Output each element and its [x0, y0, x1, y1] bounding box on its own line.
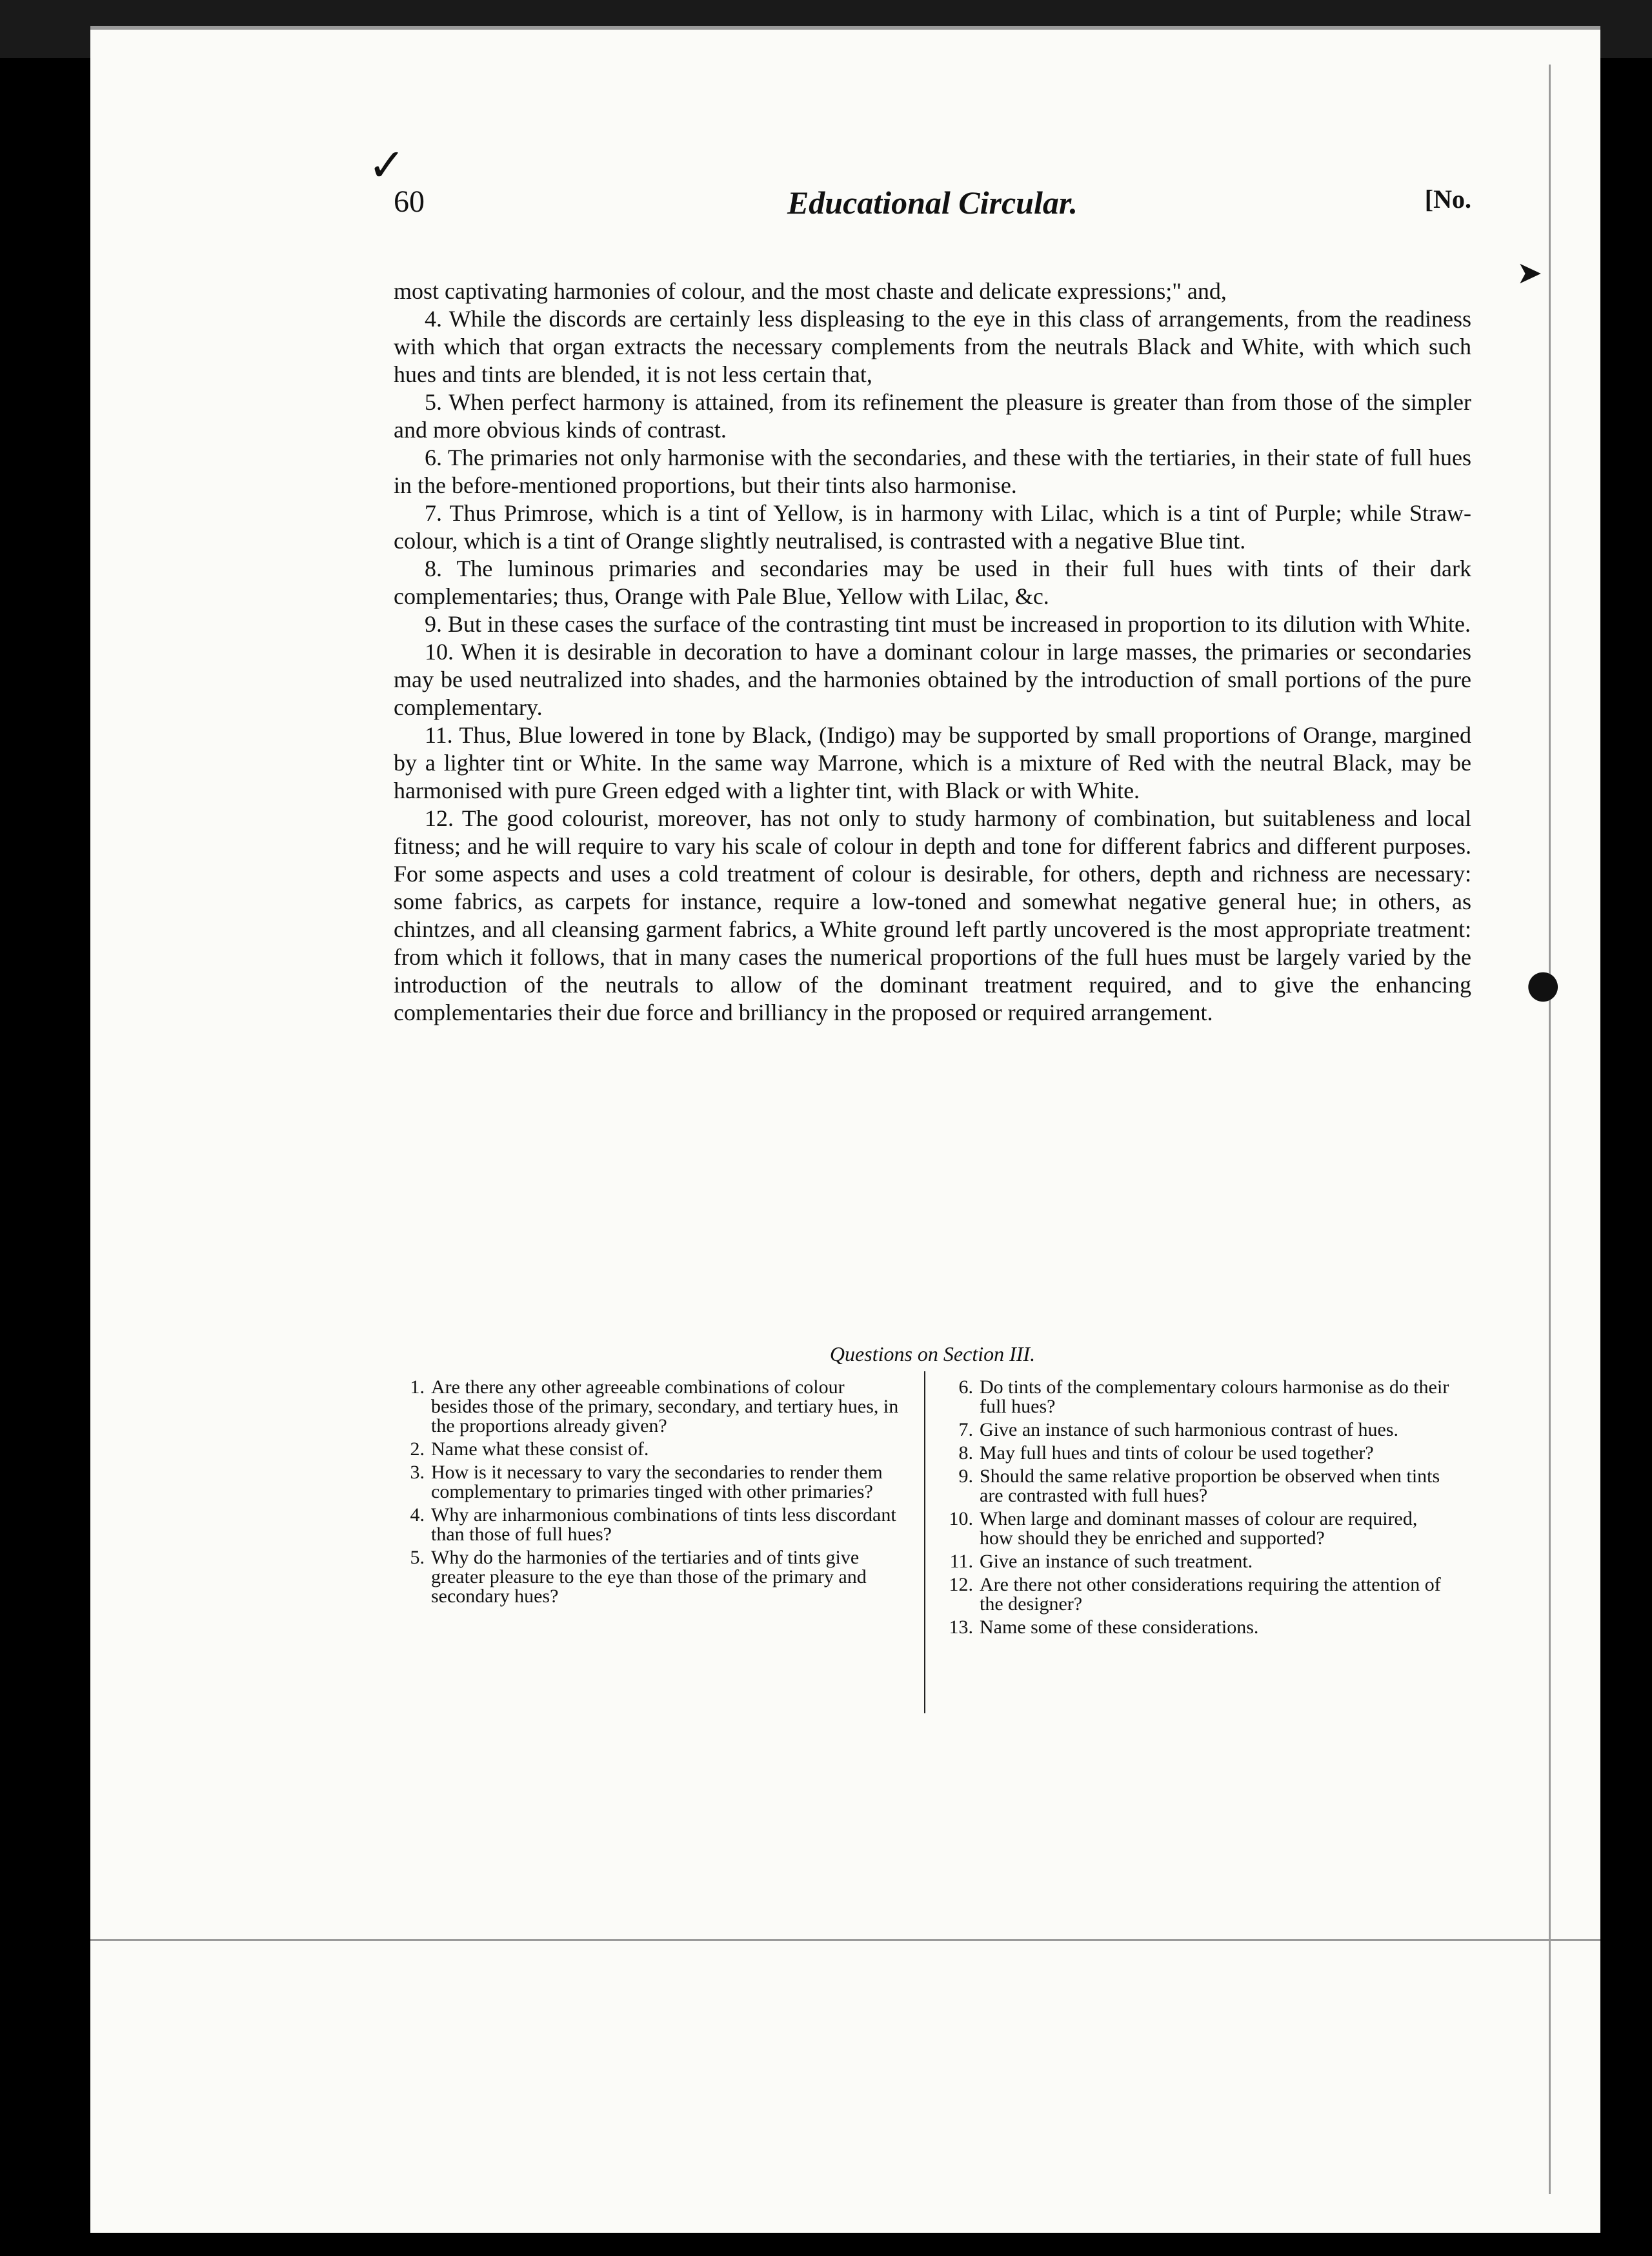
question-item — [394, 1506, 903, 1544]
body-text — [394, 277, 1471, 1027]
ink-blot-icon: ● — [1526, 962, 1560, 1007]
question-number: 1. — [410, 1376, 425, 1398]
question-item — [394, 1548, 903, 1606]
paragraph: 9. But in these cases the surface of the contrasting tint must be increased in proportion to its dilution with White. — [425, 611, 1471, 637]
question-number: 6. — [958, 1376, 973, 1398]
question-number: 9. — [958, 1465, 973, 1487]
question-item — [942, 1420, 1452, 1440]
question-item — [942, 1552, 1452, 1571]
question-text: Name what these consist of. — [431, 1438, 649, 1460]
questions-left-column — [394, 1378, 903, 1610]
paragraph: 7. Thus Primrose, which is a tint of Yellow, is in harmony with Lilac, which is a tint of Purple; while Straw-colour, which is a tint of Orange slightly neutralised, is contrasted with a negative Blue tint. — [394, 500, 1471, 554]
pencil-mark-icon: ✓ — [368, 139, 406, 192]
edge-mark-icon: ➤ — [1516, 255, 1543, 291]
question-number: 5. — [410, 1547, 425, 1568]
document-page — [90, 26, 1600, 2233]
scan-line-bottom — [90, 1939, 1600, 1941]
header-issue-label: [No. — [1424, 185, 1471, 214]
question-item — [942, 1618, 1452, 1637]
question-number: 11. — [949, 1551, 973, 1572]
question-number: 7. — [958, 1419, 973, 1440]
question-number: 3. — [410, 1462, 425, 1483]
paragraph: 12. The good colourist, moreover, has not only to study harmony of combination, but suitableness and local fitness; and he will require to vary his scale of colour in depth and tone for different fabrics and different purposes. For some aspects and uses a cold treatment of colour is desirable, for others, depth and richness are necessary: some fabrics, as carpets for instance, require a low-toned and somewhat negative general hue; in others, as chintzes, and all cleansing garment fabrics, a White ground left partly uncovered is the most appropriate treatment: from which it follows, that in many cases the numerical proportions of the full hues must be largely varied by the introduction of the neutrals to allow of the dominant treatment required, and to give the enhancing complementaries their due force and brilliancy in the proposed or required arrangement. — [394, 805, 1471, 1025]
paragraph: 11. Thus, Blue lowered in tone by Black, (Indigo) may be supported by small proportions of Orange, margined by a lighter tint or White. In the same way Marrone, which is a mixture of Red with the neutral Black, may be harmonised with pure Green edged with a lighter tint, with Black or with White. — [394, 722, 1471, 803]
question-text: Are there not other considerations requiring the attention of the designer? — [980, 1574, 1441, 1615]
questions-heading: Questions on Section III. — [829, 1342, 1036, 1365]
question-number: 4. — [410, 1504, 425, 1526]
question-number: 8. — [958, 1442, 973, 1464]
paragraph: 4. While the discords are certainly less displeasing to the eye in this class of arrangements, from the readiness with which that organ extracts the necessary complements from the neutrals Black and White, with which such hues and tints are blended, it is not less certain that, — [394, 306, 1471, 387]
question-item — [942, 1444, 1452, 1463]
scan-line-top — [90, 26, 1600, 30]
question-text: How is it necessary to vary the secondaries to render them complementary to primaries tinged with other primaries? — [431, 1462, 883, 1502]
question-number: 13. — [949, 1616, 973, 1638]
column-divider — [924, 1371, 925, 1713]
question-text: Should the same relative proportion be observed when tints are contrasted with full hues? — [980, 1465, 1440, 1506]
paragraph: most captivating harmonies of colour, and the most chaste and delicate expressions;" and, — [394, 278, 1227, 304]
question-item — [394, 1440, 903, 1459]
question-text: Name some of these considerations. — [980, 1616, 1259, 1638]
question-item — [394, 1378, 903, 1436]
question-text: Give an instance of such treatment. — [980, 1551, 1253, 1572]
question-item — [942, 1509, 1452, 1548]
running-header — [394, 184, 1471, 236]
question-number: 2. — [410, 1438, 425, 1460]
page-title: Educational Circular. — [787, 185, 1078, 221]
question-text: When large and dominant masses of colour are required, how should they be enriched and supported? — [980, 1508, 1418, 1549]
question-text: May full hues and tints of colour be used together? — [980, 1442, 1374, 1464]
question-item — [942, 1575, 1452, 1614]
question-number: 10. — [949, 1508, 973, 1529]
paragraph: 8. The luminous primaries and secondaries may be used in their full hues with tints of their dark complementaries; thus, Orange with Pale Blue, Yellow with Lilac, &c. — [394, 556, 1471, 609]
question-text: Are there any other agreeable combinations of colour besides those of the primary, secondary, and tertiary hues, in the proportions already given? — [431, 1376, 899, 1436]
paragraph: 6. The primaries not only harmonise with the secondaries, and these with the tertiaries, in their state of full hues in the before-mentioned proportions, but their tints also harmonise. — [394, 445, 1471, 498]
question-text: Why are inharmonious combinations of tints less discordant than those of full hues? — [431, 1504, 896, 1545]
question-text: Give an instance of such harmonious contrast of hues. — [980, 1419, 1398, 1440]
question-text: Why do the harmonies of the tertiaries and of tints give greater pleasure to the eye than those of the primary and secondary hues? — [431, 1547, 867, 1607]
question-item — [942, 1378, 1452, 1416]
question-number: 12. — [949, 1574, 973, 1595]
paragraph: 5. When perfect harmony is attained, from its refinement the pleasure is greater than from those of the simpler and more obvious kinds of contrast. — [394, 389, 1471, 443]
questions-right-column — [942, 1378, 1452, 1641]
scan-line-right — [1549, 65, 1551, 2194]
question-item — [394, 1463, 903, 1502]
question-item — [942, 1467, 1452, 1506]
page-number: 60 — [394, 185, 425, 219]
question-text: Do tints of the complementary colours harmonise as do their full hues? — [980, 1376, 1449, 1417]
paragraph: 10. When it is desirable in decoration to have a dominant colour in large masses, the primaries or secondaries may be used neutralized into shades, and the harmonies obtained by the introduction of small portions of the pure complementary. — [394, 639, 1471, 720]
